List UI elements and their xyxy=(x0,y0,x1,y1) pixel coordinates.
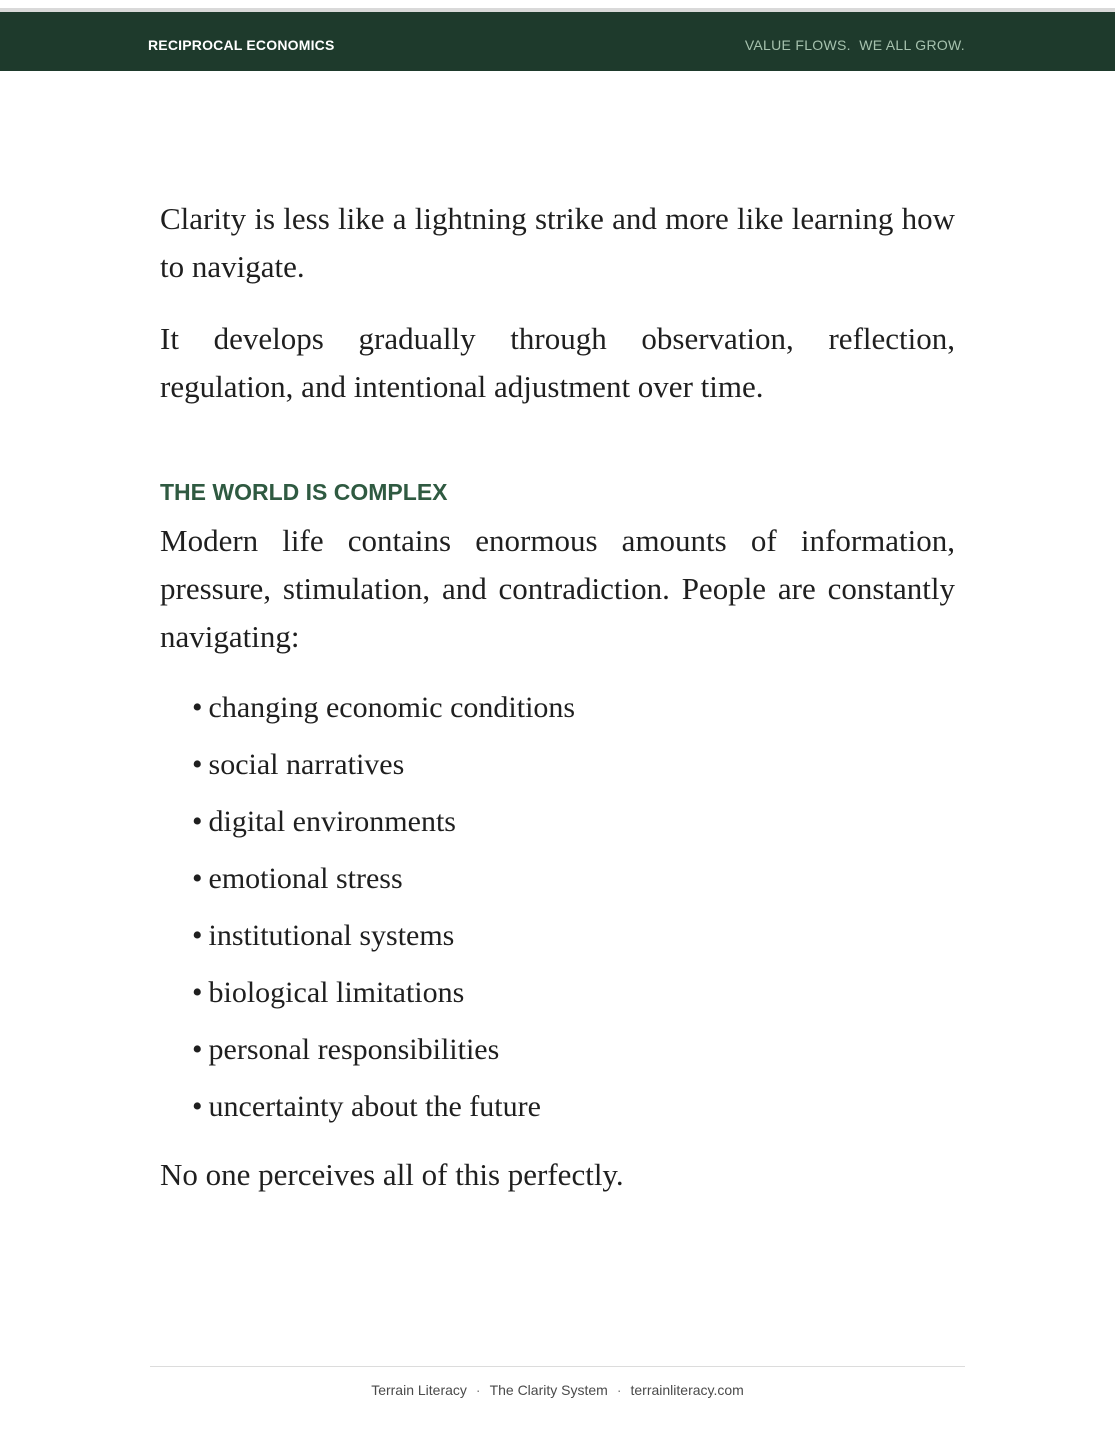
list-item xyxy=(192,856,955,913)
bullet-icon: • xyxy=(192,748,203,781)
footer-separator: · xyxy=(616,1382,622,1398)
brand-name: RECIPROCAL ECONOMICS xyxy=(148,37,335,53)
list-item-text: institutional systems xyxy=(208,919,455,952)
list-item xyxy=(192,799,955,856)
list-item-text: emotional stress xyxy=(208,862,403,895)
list-item xyxy=(192,970,955,1027)
footer-series: The Clarity System xyxy=(489,1382,608,1398)
footer-divider xyxy=(150,1366,965,1367)
paragraph: Clarity is less like a lightning strike and more like learning how to navigate. xyxy=(160,201,955,284)
header-tagline: VALUE FLOWS. WE ALL GROW. xyxy=(744,37,965,53)
bullet-icon: • xyxy=(192,1033,203,1066)
page-footer xyxy=(0,1382,1115,1398)
list-item xyxy=(192,685,955,742)
bullet-icon: • xyxy=(192,919,203,952)
bullet-icon: • xyxy=(192,691,203,724)
paragraph: It develops gradually through observation, reflection, regulation, and intentional adjustment over time. xyxy=(160,321,955,404)
footer-separator: · xyxy=(475,1382,481,1398)
list-item xyxy=(192,742,955,799)
list-item xyxy=(192,913,955,970)
footer-website: terrainliteracy.com xyxy=(630,1382,744,1398)
list-item-text: personal responsibilities xyxy=(208,1033,500,1066)
list-item xyxy=(192,1084,955,1141)
footer-publisher: Terrain Literacy xyxy=(371,1382,467,1398)
section-intro: Modern life contains enormous amounts of information, pressure, stimulation, and contradiction. People are constantly navigating: xyxy=(160,523,955,654)
site-header xyxy=(0,12,1115,71)
bullet-icon: • xyxy=(192,805,203,838)
list-item xyxy=(192,1027,955,1084)
list-item-text: biological limitations xyxy=(208,976,465,1009)
bullet-list xyxy=(160,685,955,1141)
bullet-icon: • xyxy=(192,862,203,895)
bullet-icon: • xyxy=(192,1090,203,1123)
list-item-text: changing economic conditions xyxy=(208,691,576,724)
list-item-text: social narratives xyxy=(208,748,405,781)
list-item-text: digital environments xyxy=(208,805,456,838)
section-heading: THE WORLD IS COMPLEX xyxy=(160,479,448,505)
page-content xyxy=(160,195,955,1199)
list-item-text: uncertainty about the future xyxy=(208,1090,541,1123)
bullet-icon: • xyxy=(192,976,203,1009)
closing-statement: No one perceives all of this perfectly. xyxy=(160,1157,624,1192)
